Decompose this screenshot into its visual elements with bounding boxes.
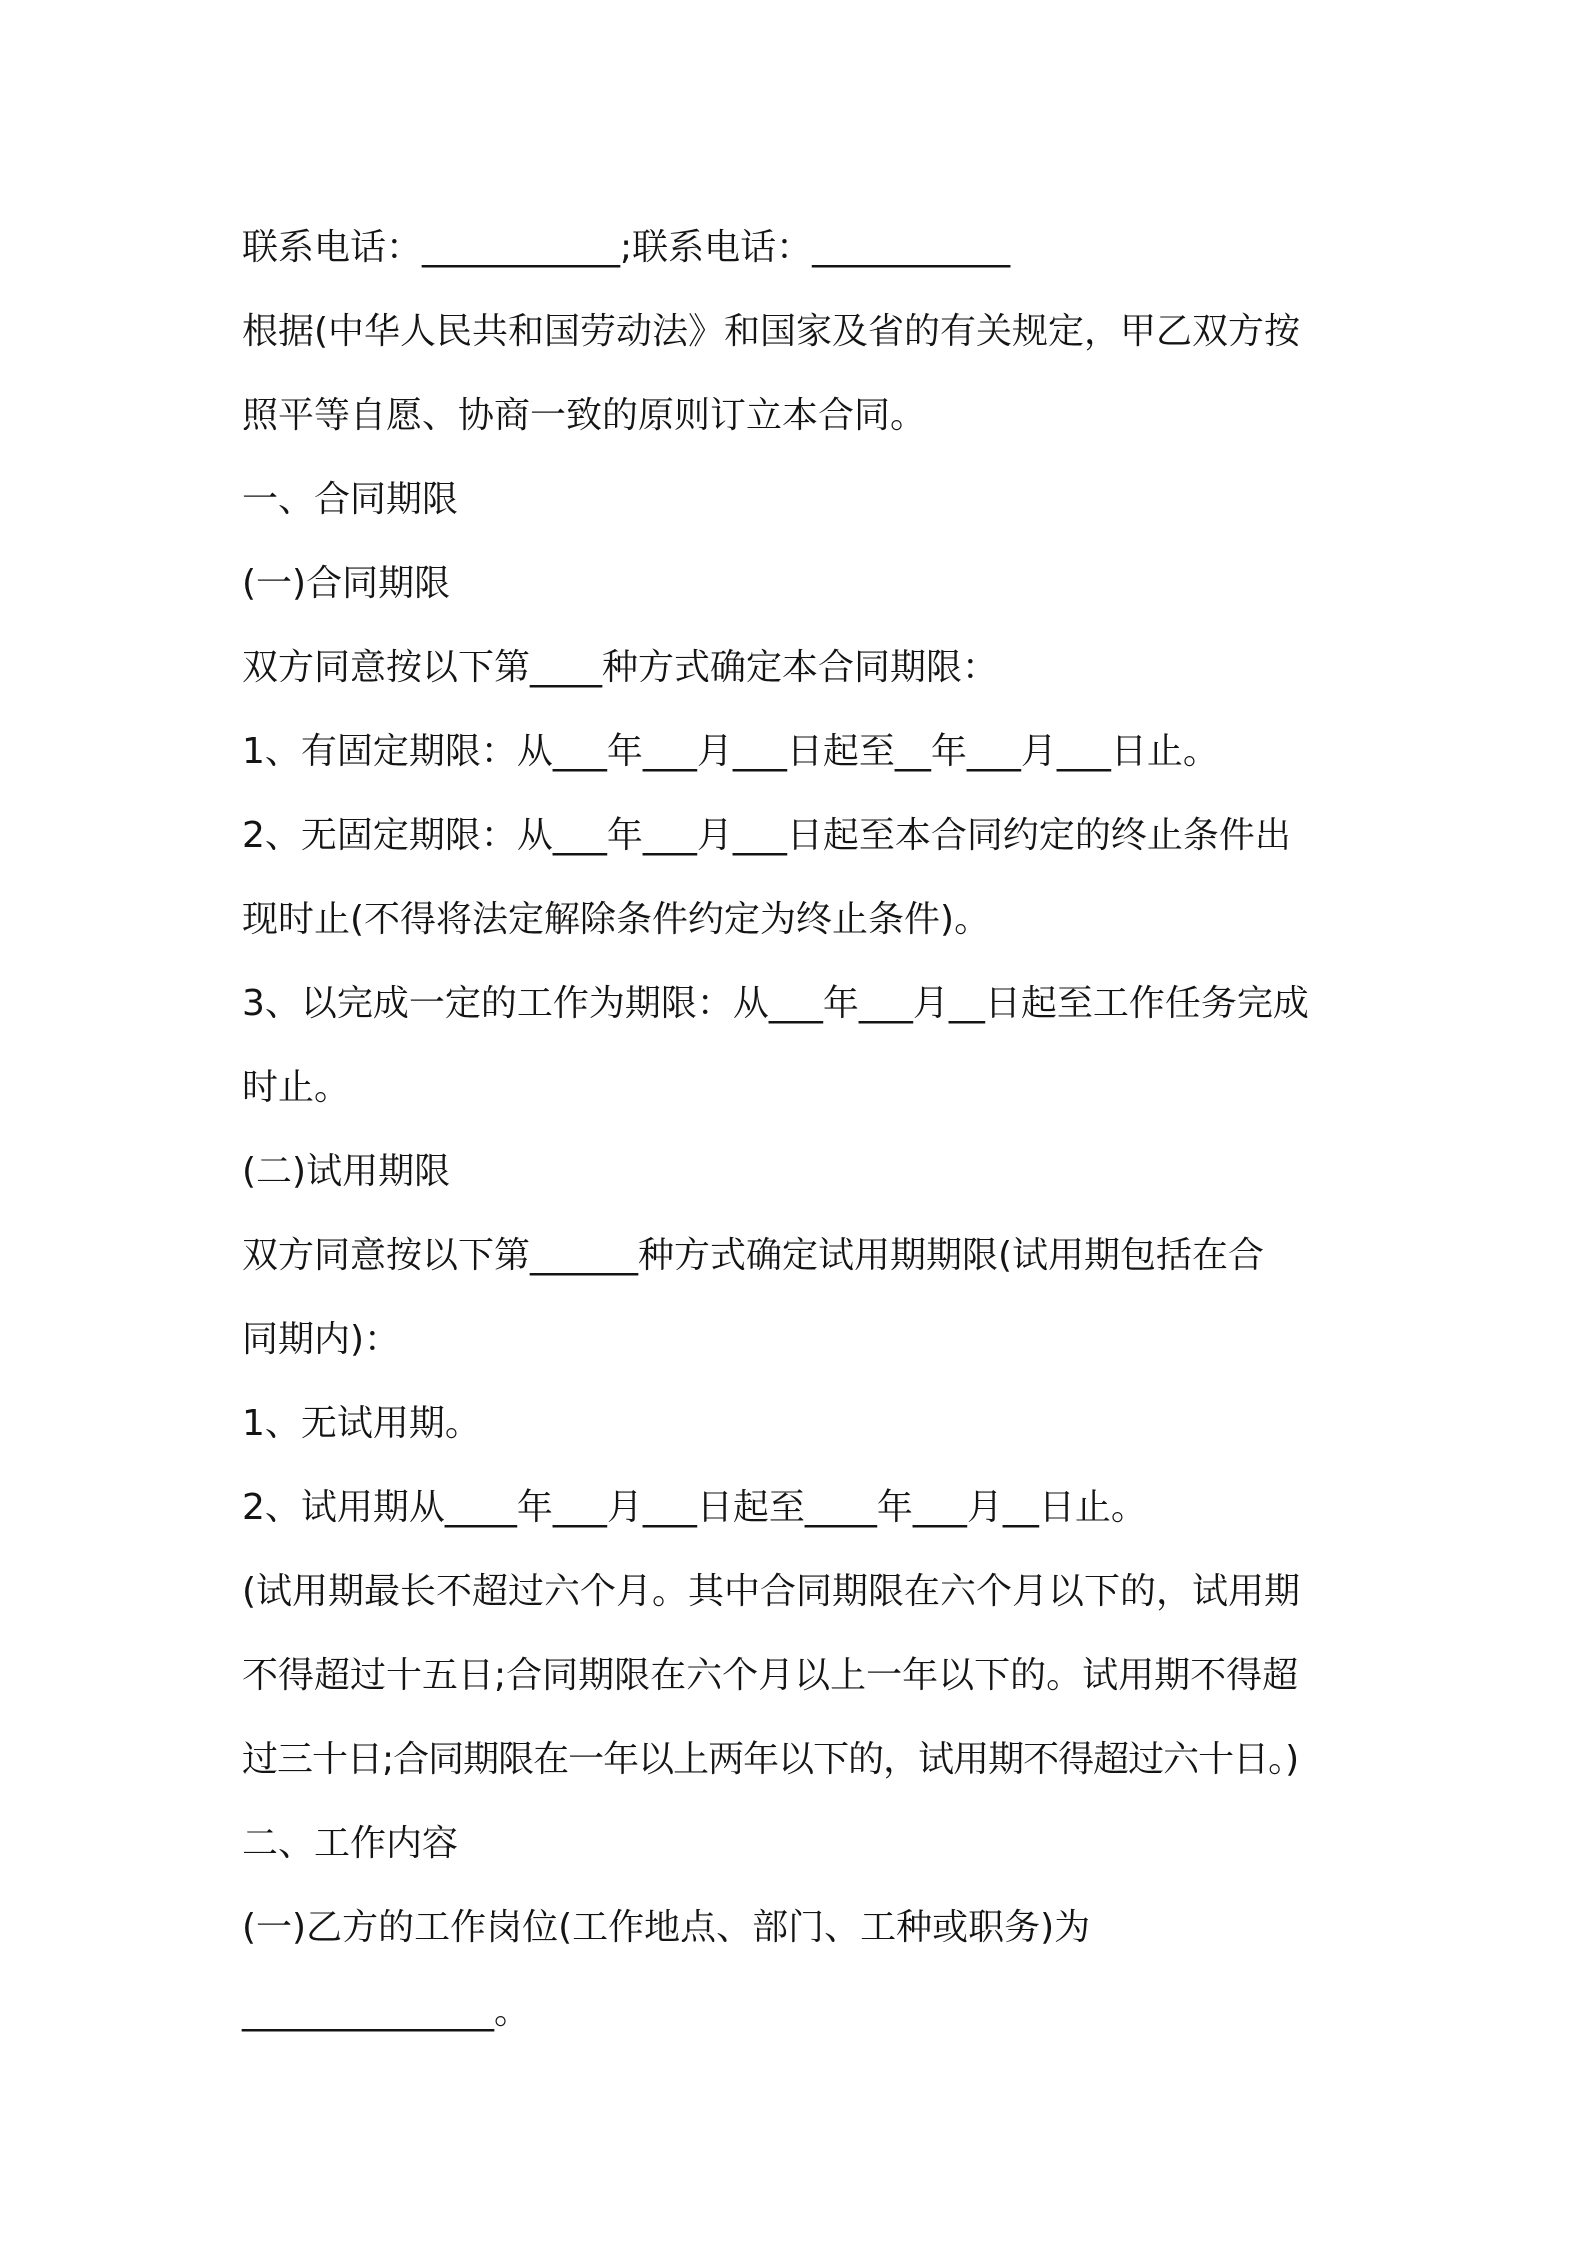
- section-heading: 二、工作内容: [242, 1823, 459, 1864]
- paragraph-line: 根据(中华人民共和国劳动法》和国家及省的有关规定，甲乙双方按: [242, 311, 1301, 352]
- paragraph-line: (一)乙方的工作岗位(工作地点、部门、工种或职务)为: [242, 1907, 1091, 1948]
- list-item-continuation: 时止。: [242, 1067, 351, 1108]
- document-body: [242, 206, 1362, 2054]
- list-item: 2、无固定期限：从___年___月___日起至本合同约定的终止条件出: [242, 815, 1291, 856]
- paragraph-line: 双方同意按以下第______种方式确定试用期期限(试用期包括在合: [242, 1235, 1265, 1276]
- note-line: 过三十日;合同期限在一年以上两年以下的，试用期不得超过六十日。): [242, 1739, 1299, 1780]
- paragraph-line: 照平等自愿、协商一致的原则订立本合同。: [242, 395, 927, 436]
- contact-phone-line: 联系电话：___________;联系电话：___________: [242, 227, 1011, 268]
- subsection-heading: (二)试用期限: [242, 1151, 451, 1192]
- list-item: 1、有固定期限：从___年___月___日起至__年___月___日止。: [242, 731, 1219, 772]
- blank-field-line: ______________。: [242, 1991, 530, 2032]
- list-item: 3、以完成一定的工作为期限：从___年___月__日起至工作任务完成: [242, 983, 1309, 1024]
- paragraph-line: 双方同意按以下第____种方式确定本合同期限：: [242, 647, 999, 688]
- paragraph-line: 同期内)：: [242, 1319, 401, 1360]
- section-heading: 一、合同期限: [242, 479, 459, 520]
- list-item: 1、无试用期。: [242, 1403, 481, 1444]
- note-line: 不得超过十五日;合同期限在六个月以上一年以下的。试用期不得超: [242, 1655, 1299, 1696]
- list-item: 2、试用期从____年___月___日起至____年___月__日止。: [242, 1487, 1147, 1528]
- note-line: (试用期最长不超过六个月。其中合同期限在六个月以下的，试用期: [242, 1571, 1301, 1612]
- list-item-continuation: 现时止(不得将法定解除条件约定为终止条件)。: [242, 899, 991, 940]
- subsection-heading: (一)合同期限: [242, 563, 451, 604]
